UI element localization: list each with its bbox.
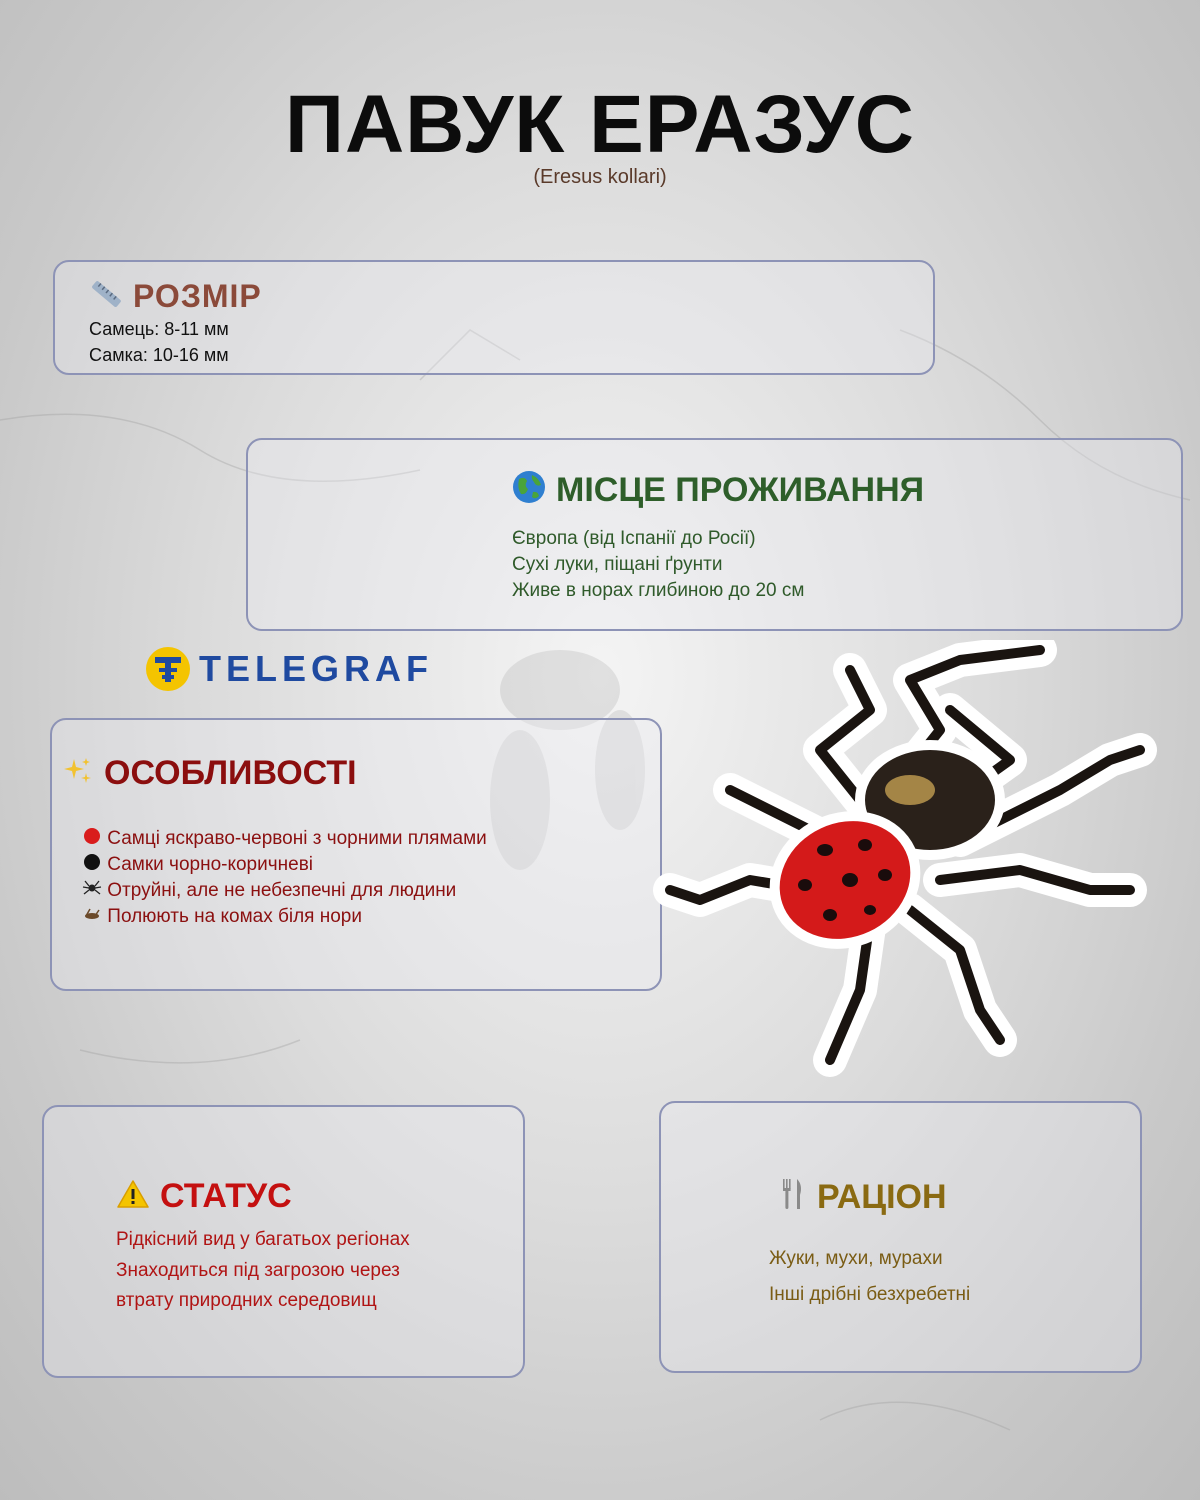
habitat-text	[512, 526, 804, 604]
size-text	[89, 316, 229, 368]
feature-item-1-text: Самці яскраво-червоні з чорними плямами	[107, 828, 487, 849]
feature-item-2-text: Самки чорно-коричневі	[107, 854, 314, 875]
telegraf-logo-text: TELEGRAF	[199, 648, 433, 689]
warning-icon	[116, 1179, 150, 1215]
habitat-line-2: Сухі луки, піщані ґрунти	[512, 554, 723, 575]
habitat-heading	[512, 470, 924, 510]
feature-item-1	[82, 826, 487, 852]
red-circle-icon	[82, 828, 102, 849]
page-title: ПАВУК ЕРАЗУС	[285, 79, 915, 170]
feature-item-3	[82, 878, 487, 904]
size-heading	[89, 276, 262, 316]
feature-item-3-text: Отруйні, але не небезпечні для людини	[107, 880, 457, 901]
size-line-female: Самка: 10-16 мм	[89, 345, 229, 365]
fork-knife-icon	[777, 1177, 807, 1217]
spider-icon	[82, 880, 102, 901]
diet-card	[659, 1101, 1142, 1373]
telegraf-logo	[145, 646, 433, 692]
features-heading	[62, 754, 357, 793]
diet-line-1: Жуки, мухи, мурахи	[769, 1248, 943, 1269]
sparkles-icon	[62, 755, 94, 793]
features-heading-text: ОСОБЛИВОСТІ	[104, 754, 357, 792]
status-line-3: втрату природних середовищ	[116, 1290, 377, 1311]
status-card	[42, 1105, 525, 1378]
red-spider-illustration	[640, 640, 1170, 1100]
size-card	[53, 260, 935, 375]
habitat-heading-text: МІСЦЕ ПРОЖИВАННЯ	[556, 470, 925, 509]
habitat-line-1: Європа (від Іспанії до Росії)	[512, 528, 756, 549]
status-heading	[116, 1177, 292, 1216]
status-line-2: Знаходиться під загрозою через	[116, 1259, 400, 1281]
latin-name: (Eresus kollari)	[533, 166, 667, 188]
ruler-icon	[89, 276, 123, 316]
feature-item-4	[82, 904, 487, 930]
feature-item-2	[82, 852, 487, 878]
features-card	[50, 718, 662, 991]
diet-heading-text: РАЦІОН	[817, 1177, 947, 1216]
status-heading-text: СТАТУС	[160, 1177, 292, 1215]
cricket-icon	[82, 906, 102, 927]
size-line-male: Самець: 8-11 мм	[89, 319, 229, 339]
features-list	[82, 826, 487, 930]
habitat-line-3: Живе в норах глибиною до 20 см	[512, 580, 805, 601]
telegraf-logo-mark	[145, 646, 191, 692]
status-line-1: Рідкісний вид у багатьох регіонах	[116, 1229, 410, 1250]
habitat-card	[246, 438, 1183, 631]
diet-line-2: Інші дрібні безхребетні	[769, 1284, 971, 1305]
feature-item-4-text: Полюють на комах біля нори	[107, 906, 362, 927]
black-circle-icon	[82, 854, 102, 875]
diet-text	[769, 1243, 970, 1310]
size-heading-text: РОЗМІР	[133, 277, 262, 314]
diet-heading	[777, 1177, 947, 1217]
status-text	[116, 1225, 410, 1317]
globe-icon	[512, 470, 546, 510]
